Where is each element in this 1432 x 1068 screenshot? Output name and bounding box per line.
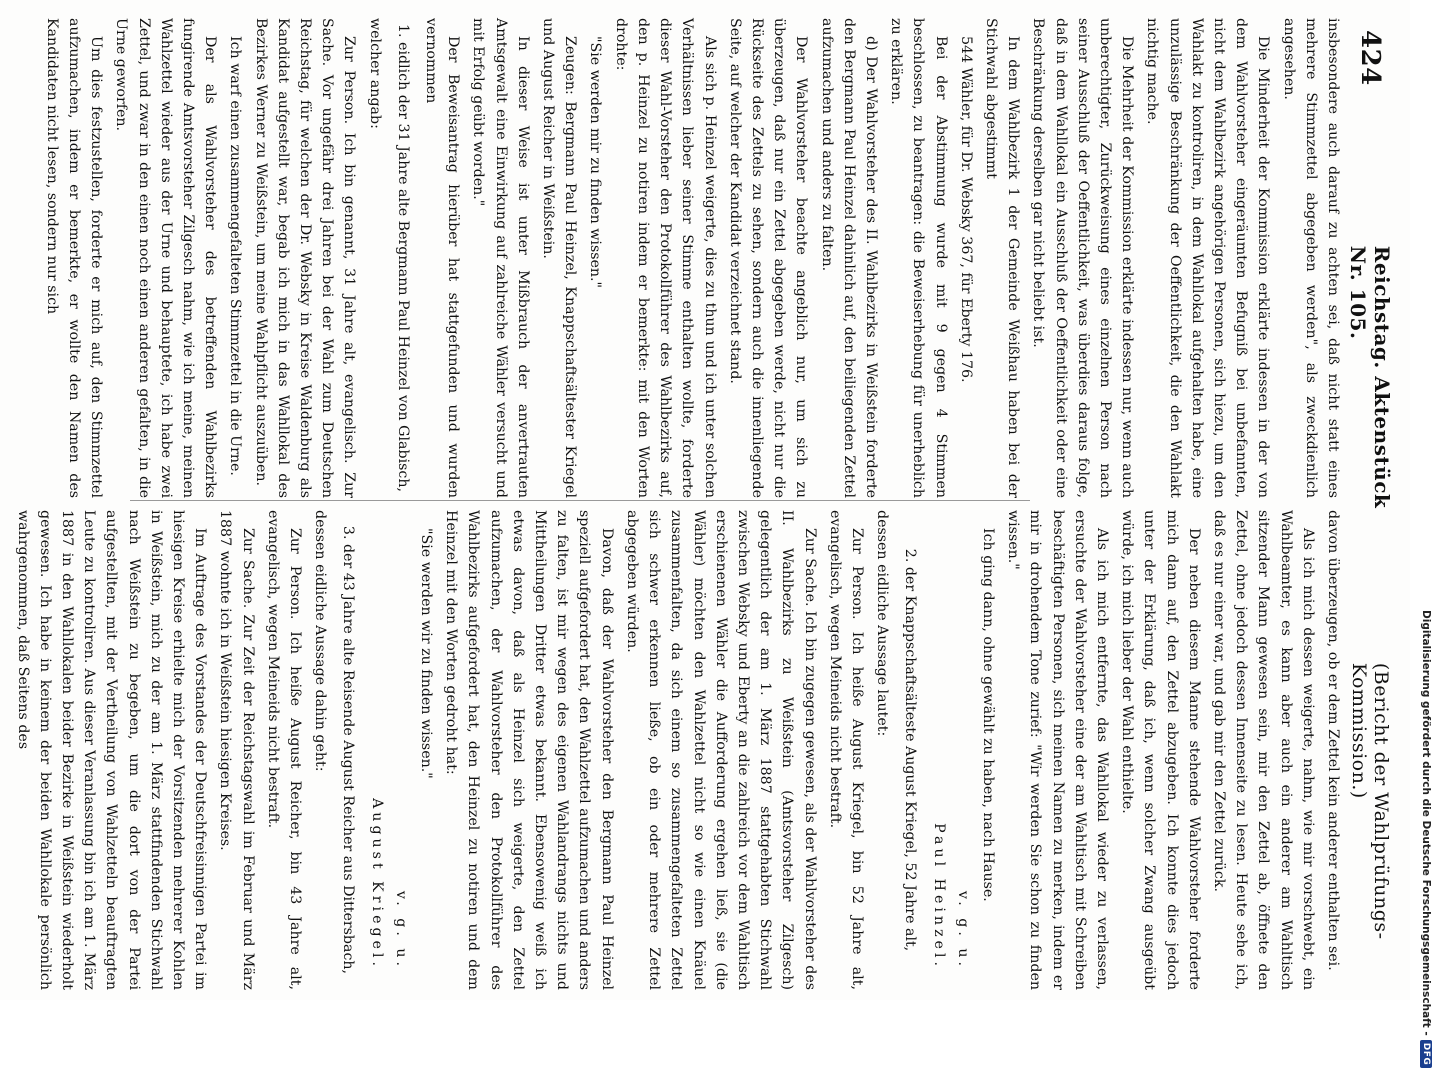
paragraph: Im Auftrage des Vorstandes der Deutschfreisinnigen Partei im hiesigen Kreise erhielte mich der Vorsitzenden mehrerer Kohlen in Weißstein, mich zu der am 1. März stattfindenden Stichwahl nach Weißstein zu begeben, um die dort von der Partei aufgestellten, mit der Vertheilung von Wahlzetteln beauftragten Leute zu kontroliren. Aus dieser Veranlassung bin ich am 1. März 1887 in den Wahllokalen beider Bezirke in Weißstein wiederholt gewesen. Ich habe in keinem der beiden Wahllokale persönlich wahrgenommen, daß Seitens des: [14, 510, 209, 990]
paragraph: Der als Wahlvorsteher des betreffenden Wahlbezirks fungirende Amtsvorsteher Zilgesch nahm, wie ich meine, meinen Wahlzettel wieder aus der Urne und behauptete, ich habe zwei Zettel, und zwar in den einen noch einen anderen gefalten, in die Urne geworfen.: [113, 18, 219, 498]
paragraph: davon überzeugen, ob er dem Zettel kein anderer enthalten sei.: [1325, 510, 1341, 971]
right-column: [8, 510, 1344, 990]
paragraph: welcher angab:: [366, 18, 383, 129]
paragraph: Um dies festzustellen, forderte er mich auf, den Stimmzettel aufzumachen, indem er bemerkte, er wollte den Namen des Kandidaten nicht lesen, sondern nur sich: [43, 18, 105, 498]
paragraph: In dem Wahlbezirk 1 der Gemeinde Weißhau haben bei der Stichwahl abgestimmt: [982, 18, 1022, 498]
paragraph: Der Beweisantrag hierüber hat stattgefunden und wurden vernommen: [423, 18, 462, 498]
paragraph: dessen eidliche Aussage lautet:: [874, 510, 891, 737]
paragraph: Der Wahlvorsteher beachte angeblich nur, um sich zu überzeugen, daß nur ein Zettel abgegeben werde, nicht nur die Rückseite des Zettels zu sehen, sondern auch die innenliegende Seite, auf welcher der Kandidat verzeichnet stand.: [726, 18, 810, 498]
header-title: Reichstag. Aktenstück Nr. 105.: [1346, 245, 1394, 509]
signature-name: August Kriegel.: [368, 798, 385, 970]
paragraph: Als ich mich dessen weigerte, nahm, wie mir vorschwebt, ein Wahlbeamter, es kann aber auch ein anderer am Wahltisch sitzender Mann gewesen sein, mir den Zettel ab, öffnete den Zettel, ohne jedoch dessen Innenseite zu lesen. Heute sehe ich, daß es nur einer war, und gab mir den Zettel zurück.: [1210, 510, 1316, 990]
paragraph: Zur Person. Ich heiße August Reicher, bin 43 Jahre alt, evangelisch, wegen Meineids nicht bestraft.: [264, 510, 304, 990]
paragraph: In dieser Weise ist unter Mißbrauch der anvertrauten Amtsgewalt eine Einwirkung auf zahlreiche Wähler versucht und mit Erfolg geübt worden.": [470, 18, 531, 498]
signature-mark: v. g. u.: [392, 890, 409, 970]
witness-heading: 2. der Knappschaftsälteste August Kriegel, 52 Jahre alt,: [902, 548, 919, 952]
paragraph: d) Der Wahlvorsteher des II. Wahlbezirks in Weißstein forderte den Bergmann Paul Heinzel dahinlich auf, den beiliegenden Zettel aufzumachen und anders zu falten.: [818, 18, 879, 498]
signature-name: Paul Heinzel.: [930, 823, 947, 970]
header-subtitle: (Bericht der Wahlprüfungs-Kommission.): [1348, 662, 1392, 940]
digitization-credit: [1420, 610, 1432, 1066]
paragraph: Die Mehrheit der Kommission erklärte indessen nur, wenn auch unberechtigter, Zurückweisung eines einzelnen Person nach seiner Ausschluß der Oeffentlichkeit, was überdies daraus folge, daß in dem Wahllokal ein Ausschluß der Oeffentlichkeit oder eine Beschränkung derselben gar nicht beliebt ist.: [1030, 18, 1136, 498]
paragraph: insbesondere auch darauf zu achten sei, daß nicht statt eines mehrere Stimmzettel abgegeben werden", als zweckdienlich angesehen.: [1280, 18, 1341, 498]
signature-mark: v. g. u.: [954, 890, 971, 970]
paragraph: Bei der Abstimmung wurde mit 9 gegen 4 Stimmen beschlossen, zu beantragen: die Beweiserhebung für unerheblich zu erklären.: [888, 18, 949, 498]
paragraph: "Sie werden wir zu finden wissen.": [418, 528, 435, 779]
paragraph: Zur Person. Ich heiße August Kriegel, bin 52 Jahre alt, evangelisch, wegen Meineids nicht bestraft.: [826, 510, 865, 990]
paragraph: Ich warf einen zusammengefalteten Stimmzettel in die Urne.: [227, 36, 244, 476]
paragraph: Zur Sache. Zur Zeit der Reichstagswahl im Februar und März 1887 wohnte ich in Weißstein hiesigen Kreises.: [217, 510, 256, 990]
paragraph: Davon, daß der Wahlvorsteher den Bergmann Paul Heinzel speziell aufgefordert hat, den Wahlzettel aufzumachen und anders zu falten, ist mir wegen des eigenen Wahlandrangs nichts und Mittheilungen Dritter etwas bekannt. Ebensowenig weiß ich etwas davon, daß als Heinzel sich weigerte, den Zettel aufzumachen, der Wahlvorsteher den Protokollführer des Wahlbezirks aufgefordert hat, den Heinzel zu notiren und dem Heinzel mit den Worten gedroht hat:: [443, 510, 615, 990]
paragraph: Zur Person. Ich bin genannt, 31 Jahre alt, evangelisch. Zur Sache. Vor ungefähr drei Jahren bei der Wahl zum Deutschen Reichstag, für welchen der Dr. Websky in Kreise Waldenburg als Kandidat aufgestellt war, begab ich mich in das Wahllokal des Bezirkes Werner zu Weißstein, um meine Wahlpflicht auszuüben.: [252, 18, 358, 498]
paragraph: dessen eidliche Aussage dahin geht:: [312, 510, 329, 772]
paragraph: "Sie werden mir zu finden wissen.": [587, 36, 604, 289]
column-divider: [130, 500, 1030, 501]
paragraph: Als ich mich entfernte, das Wahllokal wieder zu verlassen, ersuchte der Wahlvorsteher eine der am Wahltisch mit Schreiben beschäftigten Personen, sich meinen Namen zu merken, indem er mir in drohendem Tone zurief: "Wir werden Sie schon zu finden wissen.": [1005, 510, 1110, 990]
witness-heading: 1. eidlich der 31 Jahre alte Bergmann Paul Heinzel von Glabisch,: [394, 24, 411, 492]
paragraph: Die Minderheit der Kommission erklärte indessen in der von dem Wahlvorsteher eingeräumten Befugniß bei unbefannten, nicht dem Wahlbezirk angehörigen Personen, sich hiezu, um den Wahlakt zu kontroliren, in dem Wahllokal aufgehalten habe, eine unzulässige Beschränkung der Oeffentlichkeit, die den Wahlakt nichtig mache.: [1144, 18, 1272, 498]
paragraph: Zur Sache. Ich bin zugegen gewesen, als der Wahlvorsteher des II. Wahlbezirks zu Weißstein (Amtsvorsteher Zilgesch) gelegentlich der am 1. März 1887 stattgehabten Stichwahl zwischen Websky und Eberty an die zahlreich vor dem Wahltisch erschienenen Wähler die Aufforderung ergehen ließ, sie (die Wähler) möchten den Wahlzettel nicht so wie einen Knäuel zusammenfalten, da sich einem so zusammengefalteten Zettel sich schwer erkennen ließe, ob ein oder mehrere Zettel abgegeben würden.: [623, 510, 818, 990]
document-page: [10, 0, 1394, 1000]
paragraph: Der neben diesem Manne stehende Wahlvorsteher forderte mich dann auf, den Zettel abzugeben. Ich konnte dies jedoch unter der Erklärung, daß ich, wenn solcher Zwang ausgeübt würde, ich mich lieber der Wahl enthielte.: [1119, 510, 1202, 990]
paragraph: Zeugen: Bergmann Paul Heinzel, Knappschaftsältester Kriegel und August Reicher in Weißstein.: [540, 18, 579, 498]
dfg-logo-icon: DFG: [1420, 1040, 1432, 1068]
paragraph: Als sich p. Heinzel weigerte, dies zu thun und ich unter solchen Verhältnissen lieber seiner Stimme enthalten wollte, forderte dieser Wahl-Vorsteher den Protokollführer des Wahlbezirks auf, den p. Heinzel zu notiren indem er bemerkte: mit den Worten drohte:: [612, 18, 718, 498]
left-column: [38, 18, 1344, 498]
page-number: 424: [1355, 30, 1385, 86]
credit-text: Digitalisierung gefördert durch die Deutsche Forschungsgemeinschaft -: [1420, 610, 1432, 1036]
paragraph: Ich ging dann, ohne gewählt zu haben, nach Hause.: [979, 528, 996, 902]
paragraph: 544 Wähler, für Dr. Websky 367, für Eberty 176.: [957, 36, 974, 383]
page-header: [1346, 0, 1394, 1000]
witness-heading: 3. der 43 Jahre alte Reisende August Reicher aus Dittersbach,: [340, 525, 357, 975]
